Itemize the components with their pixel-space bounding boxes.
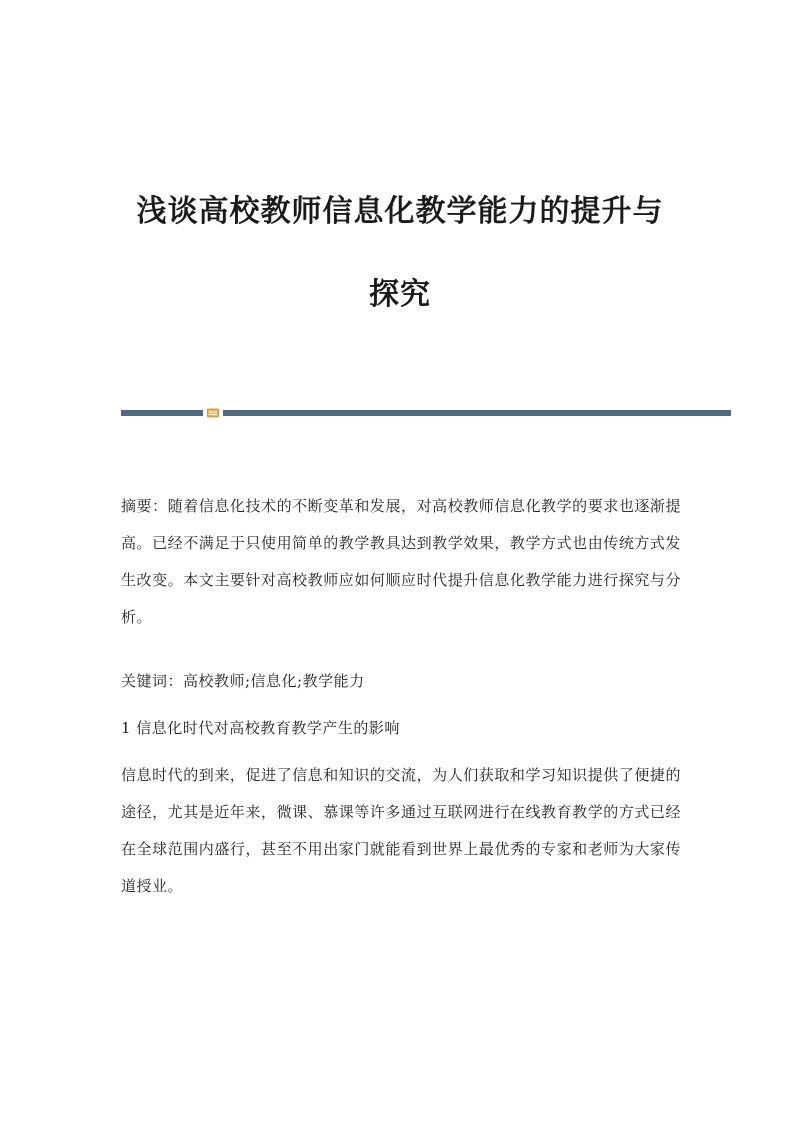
section-1-body: 信息时代的到来，促进了信息和知识的交流，为人们获取和学习知识提供了便捷的途径，尤其是近年来，微课、慕课等许多通过互联网进行在线教育教学的方式已经在全球范围内盛行，甚至不用出家门就能看到世界上最优秀的专家和老师为大家传道授业。 (121, 766, 681, 895)
divider-bar-left (121, 410, 203, 416)
title-divider (121, 408, 731, 418)
divider-bar-right (223, 410, 731, 416)
keywords-line: 关键词：高校教师;信息化;教学能力 (121, 672, 365, 690)
document-title-line-1: 浅谈高校教师信息化教学能力的提升与 (136, 194, 664, 229)
document-title-line-2: 探究 (369, 277, 431, 312)
section-1-heading: 1 信息化时代对高校教育教学产生的影响 (121, 719, 400, 737)
divider-ornament-icon (207, 408, 219, 418)
abstract-paragraph: 摘要：随着信息化技术的不断变革和发展，对高校教师信息化教学的要求也逐渐提高。已经不满足于只使用简单的教学教具达到教学效果，教学方式也由传统方式发生改变。本文主要针对高校教师应如何顺应时代提升信息化教学能力进行探究与分析。 (121, 497, 681, 626)
